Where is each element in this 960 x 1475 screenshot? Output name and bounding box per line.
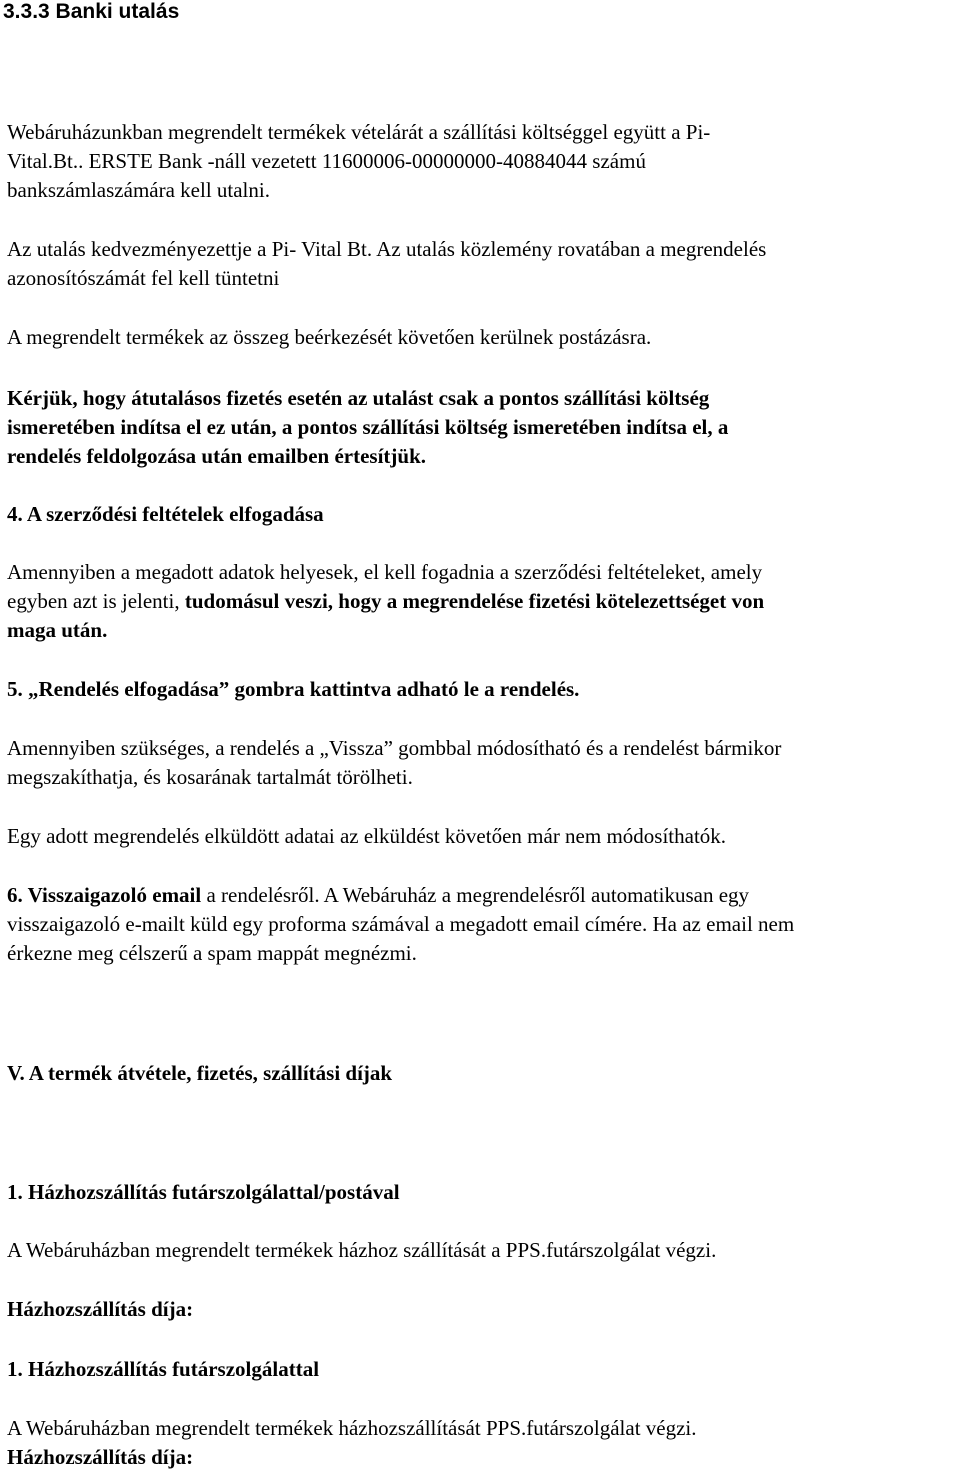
text-line: Kérjük, hogy átutalásos fizetés esetén az utalást csak a pontos szállítási költség [7, 386, 710, 410]
section-heading-home-delivery-post: 1. Házhozszállítás futárszolgálattal/postával [7, 1180, 400, 1204]
text-segment-bold: 6. Visszaigazoló email [7, 883, 202, 907]
fee-label: Házhozszállítás díja: [7, 1445, 194, 1469]
paragraph-delivery-pps-2: A Webáruházban megrendelt termékek házhozszállítását PPS.futárszolgálat végzi. [7, 1416, 697, 1440]
text-line: megszakíthatja, és kosarának tartalmát törölheti. [7, 765, 413, 789]
text-line: maga után. [7, 618, 108, 642]
text-line: ismeretében indítsa el ez után, a pontos szállítási költség ismeretében indítsa el, a [7, 415, 729, 439]
text-line: visszaigazoló e-mailt küld egy proforma számával a megadott email címére. Ha az email nem [7, 912, 795, 936]
text-segment: egyben azt is jelenti, [7, 589, 185, 613]
text-line: Amennyiben a megadott adatok helyesek, el kell fogadnia a szerződési feltételeket, amely [7, 560, 763, 584]
text-line: érkezne meg célszerű a spam mappát megnézmi. [7, 941, 417, 965]
text-line: Amennyiben szükséges, a rendelés a „Vissza” gombbal módosítható és a rendelést bármikor [7, 736, 782, 760]
section-heading-5: 5. „Rendelés elfogadása” gombra kattintva adható le a rendelés. [7, 677, 580, 701]
paragraph-delivery-pps: A Webáruházban megrendelt termékek házhoz szállítását a PPS.futárszolgálat végzi. [7, 1238, 717, 1262]
text-line: Webáruházunkban megrendelt termékek vételárát a szállítási költséggel együtt a Pi- [7, 120, 711, 144]
paragraph-no-modification: Egy adott megrendelés elküldött adatai az elküldést követően már nem módosíthatók. [7, 824, 727, 848]
text-line: bankszámlaszámára kell utalni. [7, 178, 270, 202]
text-line: Vital.Bt.. ERSTE Bank -náll vezetett 11600006-00000000-40884044 számú [7, 149, 646, 173]
fee-label: Házhozszállítás díja: [7, 1297, 194, 1321]
section-heading-4: 4. A szerződési feltételek elfogadása [7, 502, 324, 526]
text-segment-bold: tudomásul veszi, hogy a megrendelése fizetési kötelezettséget von [184, 589, 765, 613]
text-line: Az utalás kedvezményezettje a Pi- Vital Bt. Az utalás közlemény rovatában a megrendelés [7, 237, 767, 261]
section-heading-home-delivery-courier: 1. Házhozszállítás futárszolgálattal [7, 1357, 320, 1381]
chapter-heading-V: V. A termék átvétele, fizetés, szállítási díjak [7, 1061, 393, 1085]
text-line: rendelés feldolgozása után emailben értesítjük. [7, 444, 426, 468]
text-segment: a rendelésről. A Webáruház a megrendelésről automatikusan egy [201, 883, 750, 907]
paragraph-shipping-after-payment: A megrendelt termékek az összeg beérkezését követően kerülnek postázásra. [7, 325, 652, 349]
section-heading-3-3-3: 3.3.3 Banki utalás [3, 0, 180, 23]
text-line: azonosítószámát fel kell tüntetni [7, 266, 280, 290]
